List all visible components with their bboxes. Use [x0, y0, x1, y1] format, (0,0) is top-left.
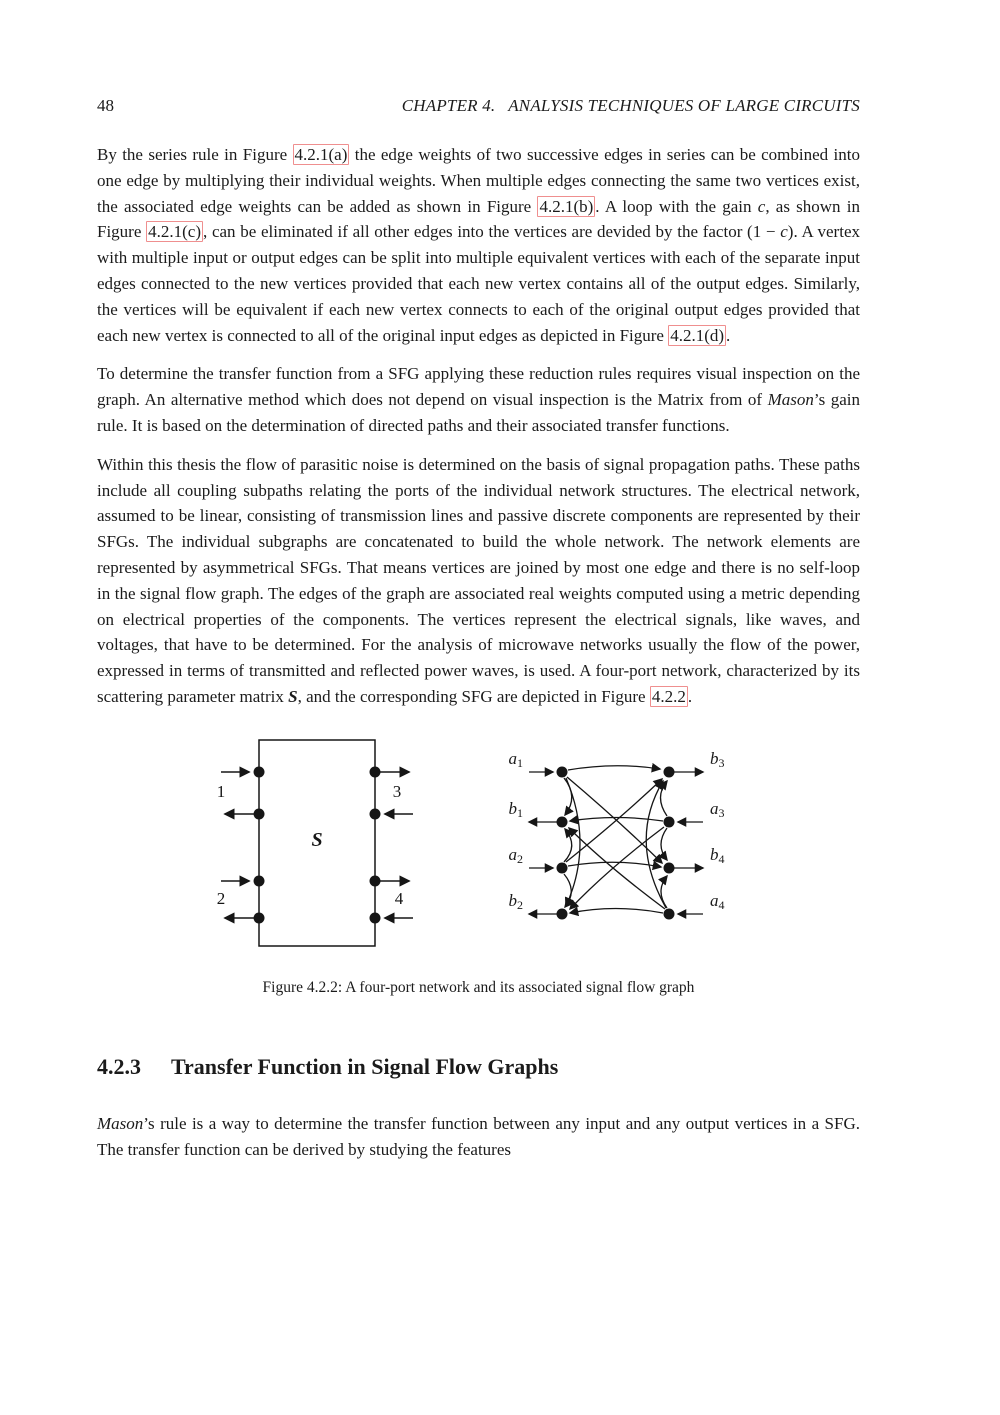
paragraph-parasitic-noise: Within this thesis the flow of parasitic noise is determined on the basis of signal propagation paths. These paths include all coupling subpaths relating the ports of the individual network structures. The electrical network, assumed to be linear, consisting of transmission lines and passive discrete components are represented by their SFGs. The individual subgraphs are concatenated to build the whole network. The network elements are represented by asymmetrical SFGs. That means vertices are joined by most one edge and there is no self-loop in the signal flow graph. The edges of the graph are associated real weights computed using a metric depending on electrical properties of the components. The vertices represent the electrical signals, like waves, and voltages, that have to be determined. For the analysis of microwave networks usually the flow of the power, expressed in terms of transmitted and reflected power waves, is used. A four-port network, characterized by its scattering parameter matrix S, and the corresponding SFG are depicted in Figure 4.2.2 . — [97, 454, 860, 706]
node-label-a4: a4 — [710, 890, 725, 912]
node-label-b1: b1 — [508, 798, 523, 820]
figure-caption: Figure 4.2.2: A four-port network and its associated signal flow graph — [262, 978, 695, 996]
page-number: 48 — [97, 96, 114, 115]
edge-a4-b1 — [569, 828, 665, 909]
edge-a1-b2 — [566, 778, 580, 906]
paragraph-series-rule: By the series rule in Figure 4.2.1(a) the edge weights of two successive edges in series can be combined into one edge by multiplying their individual weights. When multiple edges connecting the same two vertices exist, the associated edge weights can be added as shown in Figure 4.2.1(b) . A loop with the gain c, as shown in Figure 4.2.1(c) , can be eliminated if all other edges into the vertices are devided by the factor (1 − c). A vertex with multiple input or output edges can be split into multiple equivalent vertices with each of the separate input edges connected to the new vertices provided that each new vertex contains all of the output edges. Similarly, the vertices will be equivalent if each new vertex connects to each of the original output edges provided that each new vertex is connected to all of the original input edges as depicted in Figure 4.2.1(d) . — [97, 145, 861, 345]
figure-reference-link[interactable]: 4.2.2 — [651, 686, 686, 706]
node-a1 — [557, 766, 568, 777]
figure-reference-link[interactable]: 4.2.1(d) — [670, 325, 725, 345]
section-heading — [97, 1054, 860, 1080]
port-label-4: 4 — [394, 888, 404, 908]
scattering-matrix-label: S — [311, 828, 323, 851]
four-port-network-and-sfg-diagram — [197, 736, 760, 964]
port-label-1: 1 — [216, 781, 226, 801]
node-label-a3: a3 — [710, 798, 725, 820]
edge-a3-b3 — [661, 781, 668, 816]
edge-a4-b3 — [646, 781, 666, 908]
node-label-b2: b2 — [508, 890, 523, 912]
paragraph-masons-rule-intro: Mason’s rule is a way to determine the transfer function between any input and any output vertices in a SFG. The transfer function can be derived by studying the features — [97, 1113, 860, 1159]
running-header — [97, 96, 860, 116]
paragraph-masons-gain-rule: To determine the transfer function from a SFG applying these reduction rules requires visual inspection on the graph. An alternative method which does not depend on visual inspection is the Matrix from of Mason’s gain rule. It is based on the determination of directed paths and their associated transfer functions. — [97, 364, 861, 435]
node-b4 — [664, 862, 675, 873]
node-b2 — [557, 908, 568, 919]
edge-a3-b4 — [661, 828, 667, 860]
signal-flow-graph-edges — [529, 765, 703, 913]
node-a3 — [664, 816, 675, 827]
node-label-b3: b3 — [710, 748, 725, 770]
edge-a4-b2 — [570, 908, 663, 913]
node-a4 — [664, 908, 675, 919]
edge-a1-b3 — [568, 765, 660, 769]
section-title: Transfer Function in Signal Flow Graphs — [171, 1053, 559, 1079]
figure-reference-link[interactable]: 4.2.1(a) — [294, 145, 348, 164]
node-label-a2: a2 — [508, 844, 523, 866]
node-label-b4: b4 — [710, 844, 725, 866]
node-b1 — [557, 816, 568, 827]
edge-a2-b2 — [564, 874, 571, 907]
edge-a2-b1 — [564, 829, 572, 862]
section-number: 4.2.3 — [97, 1053, 141, 1079]
figure-4-2-2 — [197, 736, 760, 964]
edge-a4-b4 — [661, 876, 667, 908]
chapter-running-title: CHAPTER 4. ANALYSIS TECHNIQUES OF LARGE CIRCUITS — [401, 96, 860, 115]
port-label-3: 3 — [392, 781, 402, 801]
port-label-2: 2 — [216, 888, 226, 908]
figure-reference-link[interactable]: 4.2.1(c) — [148, 222, 201, 242]
node-label-a1: a1 — [508, 748, 523, 770]
figure-reference-link[interactable]: 4.2.1(b) — [539, 196, 594, 216]
signal-flow-graph-nodes — [557, 766, 675, 919]
node-b3 — [664, 766, 675, 777]
node-a2 — [557, 862, 568, 873]
